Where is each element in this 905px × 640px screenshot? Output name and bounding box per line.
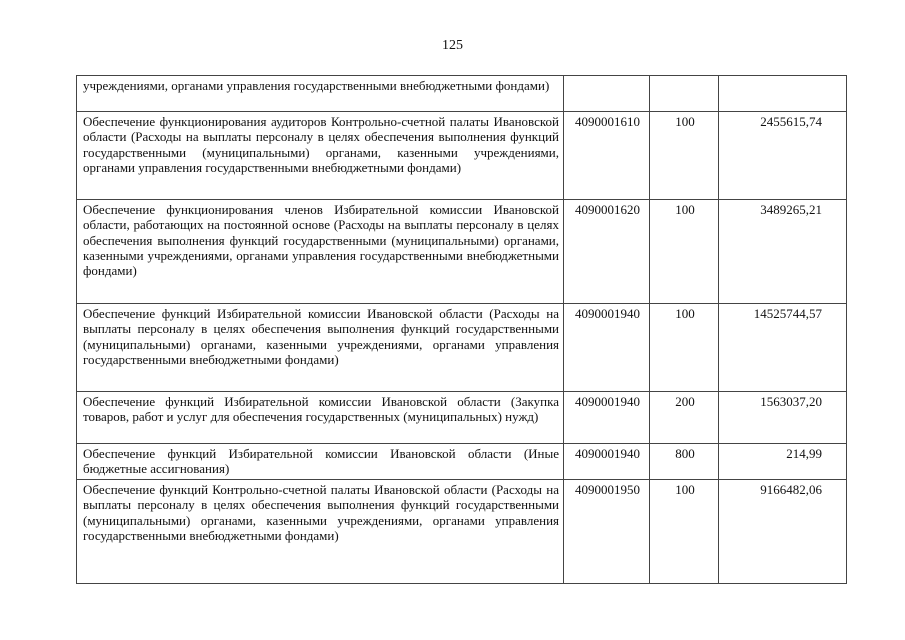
expense-description: Обеспечение функционирования членов Избирательной комиссии Ивановской области, работающих на постоянной основе (Расходы на выплаты персоналу в целях обеспечения выполнения функций государственными (муниципальными) органами, казенными учреждениями, органами управления государственными внебюджетными фондами) xyxy=(77,200,564,304)
amount-value: 9166482,06 xyxy=(719,480,847,584)
target-article-code: 4090001940 xyxy=(564,392,650,444)
expense-description: Обеспечение функционирования аудиторов Контрольно-счетной палаты Ивановской области (Расходы на выплаты персоналу в целях обеспечения выполнения функций государственными (муниципальными) органами, казенными учреждениями, органами управления государственными внебюджетными фондами) xyxy=(77,112,564,200)
amount-value: 3489265,21 xyxy=(719,200,847,304)
table-row xyxy=(77,444,847,480)
amount-value: 214,99 xyxy=(719,444,847,480)
budget-table xyxy=(76,75,847,584)
expense-type-code: 100 xyxy=(650,304,719,392)
page-number: 125 xyxy=(442,38,463,53)
expense-type-code: 100 xyxy=(650,112,719,200)
expense-type-code xyxy=(650,76,719,112)
target-article-code: 4090001620 xyxy=(564,200,650,304)
amount-value xyxy=(719,76,847,112)
table-row xyxy=(77,392,847,444)
expense-description: учреждениями, органами управления государственными внебюджетными фондами) xyxy=(77,76,564,112)
expense-description: Обеспечение функций Избирательной комиссии Ивановской области (Закупка товаров, работ и услуг для обеспечения государственных (муниципальных) нужд) xyxy=(77,392,564,444)
target-article-code: 4090001940 xyxy=(564,444,650,480)
amount-value: 2455615,74 xyxy=(719,112,847,200)
expense-type-code: 100 xyxy=(650,480,719,584)
table-row xyxy=(77,76,847,112)
table-row xyxy=(77,200,847,304)
target-article-code: 4090001940 xyxy=(564,304,650,392)
expense-type-code: 800 xyxy=(650,444,719,480)
target-article-code: 4090001950 xyxy=(564,480,650,584)
expense-description: Обеспечение функций Избирательной комиссии Ивановской области (Иные бюджетные ассигнования) xyxy=(77,444,564,480)
target-article-code: 4090001610 xyxy=(564,112,650,200)
target-article-code xyxy=(564,76,650,112)
expense-type-code: 100 xyxy=(650,200,719,304)
table-row xyxy=(77,304,847,392)
expense-type-code: 200 xyxy=(650,392,719,444)
expense-description: Обеспечение функций Избирательной комиссии Ивановской области (Расходы на выплаты персоналу в целях обеспечения выполнения функций государственными (муниципальными) органами, казенными учреждениями, органами управления государственными внебюджетными фондами) xyxy=(77,304,564,392)
table-row xyxy=(77,112,847,200)
expense-description: Обеспечение функций Контрольно-счетной палаты Ивановской области (Расходы на выплаты персоналу в целях обеспечения выполнения функций государственными (муниципальными) органами, казенными учреждениями, органами управления государственными внебюджетными фондами) xyxy=(77,480,564,584)
amount-value: 14525744,57 xyxy=(719,304,847,392)
amount-value: 1563037,20 xyxy=(719,392,847,444)
table-row xyxy=(77,480,847,584)
